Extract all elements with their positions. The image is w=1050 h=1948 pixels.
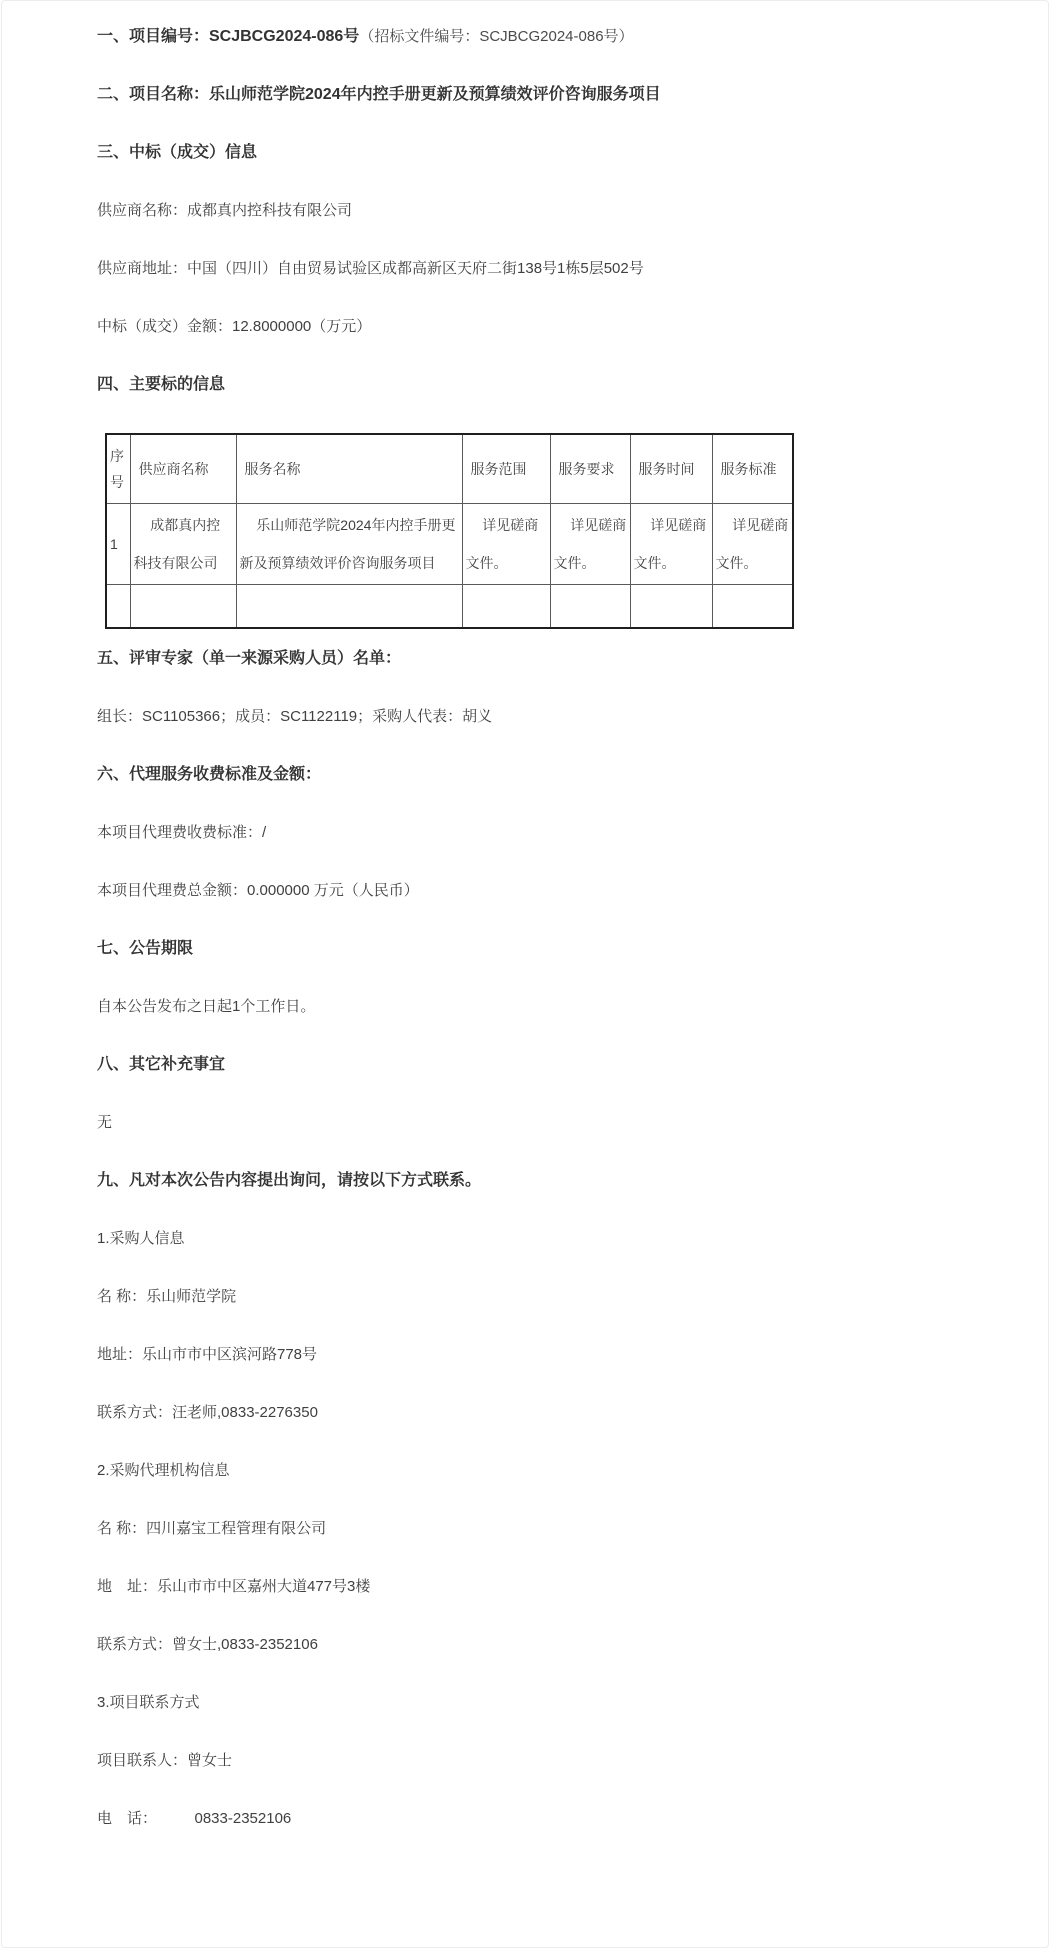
agency-contact-line: 联系方式：曾女士,0833-2352106 [97, 1636, 318, 1653]
cell-seq: 1 [106, 504, 130, 585]
cell-service-time: 详见磋商文件。 [630, 504, 712, 585]
bid-items-table [105, 433, 794, 629]
cell-supplier-name: 成都真内控科技有限公司 [130, 504, 236, 585]
supplier-name-line: 供应商名称：成都真内控科技有限公司 [97, 202, 353, 219]
agency-fee-total-line: 本项目代理费总金额：0.000000 万元（人民币） [97, 882, 419, 899]
cell-service-name: 乐山师范学院2024年内控手册更新及预算绩效评价咨询服务项目 [236, 504, 462, 585]
table-row [106, 504, 793, 585]
col-service-scope: 服务范围 [462, 434, 550, 504]
award-amount-line: 中标（成交）金额：12.8000000（万元） [97, 318, 372, 335]
section-7-heading: 七、公告期限 [97, 940, 194, 957]
section-6-heading: 六、代理服务收费标准及金额： [97, 766, 322, 783]
project-contact-phone-line: 电 话： 0833-2352106 [97, 1810, 292, 1827]
supplier-address-line: 供应商地址：中国（四川）自由贸易试验区成都高新区天府二街138号1栋5层502号 [97, 260, 644, 277]
agency-fee-standard-line: 本项目代理费收费标准：/ [97, 824, 267, 841]
table-row-empty [106, 585, 793, 629]
section-1-line [97, 27, 953, 47]
col-service-standard: 服务标准 [712, 434, 793, 504]
purchaser-contact-line: 联系方式：汪老师,0833-2276350 [97, 1404, 318, 1421]
cell-empty [550, 585, 630, 629]
agency-info-title: 2.采购代理机构信息 [97, 1462, 230, 1479]
col-service-requirement: 服务要求 [550, 434, 630, 504]
announcement-period-line: 自本公告发布之日起1个工作日。 [97, 998, 316, 1015]
col-service-name: 服务名称 [236, 434, 462, 504]
section-1-heading: 一、项目编号：SCJBCG2024-086号 [97, 28, 360, 45]
project-contact-title: 3.项目联系方式 [97, 1694, 200, 1711]
cell-empty [236, 585, 462, 629]
project-contact-person-line: 项目联系人：曾女士 [97, 1752, 233, 1769]
cell-service-standard: 详见磋商文件。 [712, 504, 793, 585]
purchaser-address-line: 地址：乐山市市中区滨河路778号 [97, 1346, 318, 1363]
col-supplier-name: 供应商名称 [130, 434, 236, 504]
cell-service-requirement: 详见磋商文件。 [550, 504, 630, 585]
table-header-row [106, 434, 793, 504]
section-8-heading: 八、其它补充事宜 [97, 1056, 226, 1073]
cell-empty [106, 585, 130, 629]
agency-address-line: 地 址：乐山市市中区嘉州大道477号3楼 [97, 1578, 371, 1595]
section-5-heading: 五、评审专家（单一来源采购人员）名单： [97, 650, 402, 667]
experts-line: 组长：SC1105366；成员：SC1122119；采购人代表：胡义 [97, 708, 493, 725]
cell-empty [712, 585, 793, 629]
section-2-heading: 二、项目名称：乐山师范学院2024年内控手册更新及预算绩效评价咨询服务项目 [97, 86, 661, 103]
cell-empty [630, 585, 712, 629]
section-4-heading: 四、主要标的信息 [97, 376, 226, 393]
agency-name-line: 名 称：四川嘉宝工程管理有限公司 [97, 1520, 327, 1537]
purchaser-info-title: 1.采购人信息 [97, 1230, 185, 1247]
col-service-time: 服务时间 [630, 434, 712, 504]
section-1-note: （招标文件编号：SCJBCG2024-086号） [359, 28, 634, 45]
purchaser-name-line: 名 称：乐山师范学院 [97, 1288, 237, 1305]
section-9-heading: 九、凡对本次公告内容提出询问，请按以下方式联系。 [97, 1172, 482, 1189]
cell-empty [462, 585, 550, 629]
announcement-page [1, 0, 1049, 1948]
section-3-heading: 三、中标（成交）信息 [97, 144, 258, 161]
cell-empty [130, 585, 236, 629]
col-seq: 序号 [106, 434, 130, 504]
cell-service-scope: 详见磋商文件。 [462, 504, 550, 585]
supplementary-line: 无 [97, 1114, 113, 1131]
